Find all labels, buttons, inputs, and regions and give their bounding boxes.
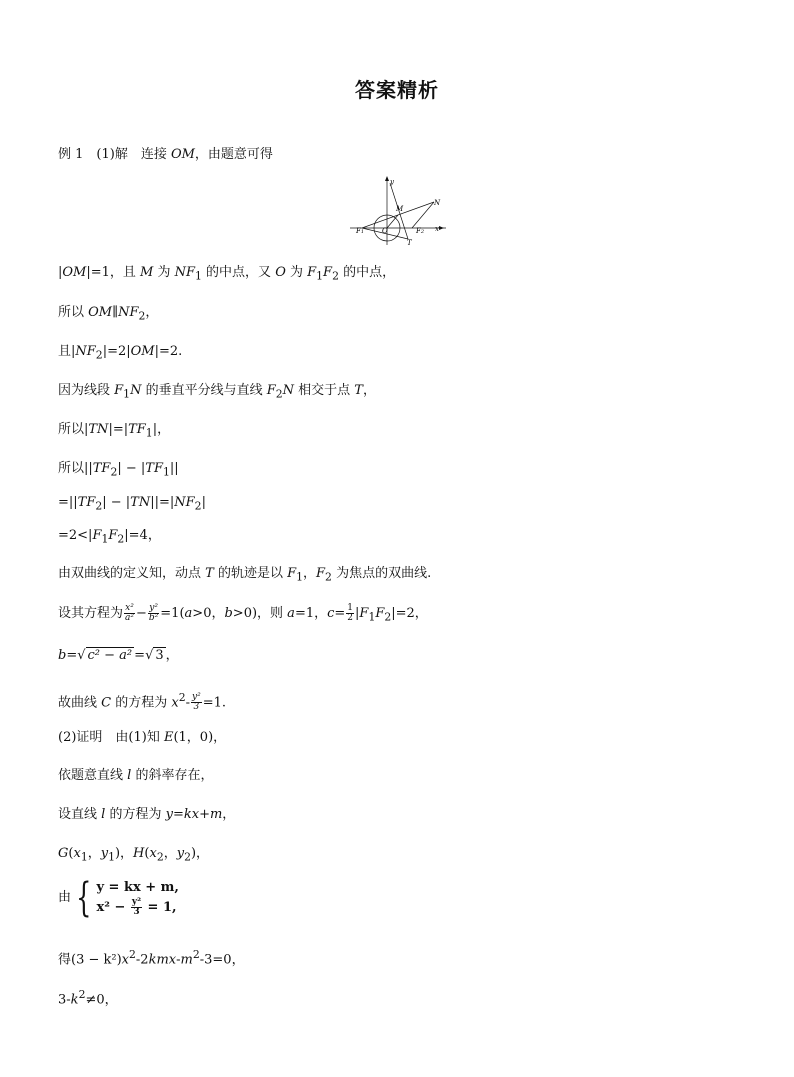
solution-line-12: [58, 647, 179, 665]
text: 的斜率存在，: [131, 768, 214, 783]
text: =: [172, 807, 184, 822]
math: NF: [118, 305, 139, 320]
solution-line-14: [58, 729, 226, 747]
solution-line-19: [58, 946, 245, 969]
sup: 2: [192, 948, 200, 961]
sub: 2: [194, 499, 202, 513]
math: F: [108, 528, 118, 543]
math: F: [375, 606, 385, 621]
math: k: [70, 992, 79, 1008]
math: OM: [170, 147, 195, 162]
text: 所以||: [58, 461, 93, 476]
sqrt-c2-a2: √ c² − a²: [77, 648, 133, 663]
sub: 2: [95, 499, 103, 513]
text: 设直线: [58, 807, 102, 822]
math: TF: [77, 495, 96, 510]
text: |=4，: [124, 528, 161, 543]
math: x: [73, 846, 81, 861]
math: NF: [75, 344, 96, 359]
text: )，: [190, 846, 210, 861]
sub: 1: [195, 269, 202, 283]
sub: 2: [184, 850, 191, 864]
text: (: [144, 846, 150, 861]
text: ，: [362, 383, 376, 398]
text: (1，0)，: [173, 730, 227, 745]
solution-line-7: [58, 460, 179, 482]
math: b: [58, 648, 67, 663]
math: C: [101, 695, 112, 711]
math: H: [133, 846, 145, 861]
math: y: [165, 807, 173, 822]
text: ∥: [112, 305, 119, 320]
x-axis-arrow-icon: [439, 226, 444, 230]
text: ，: [163, 846, 177, 861]
math: c: [327, 606, 335, 621]
solution-line-17: [58, 845, 209, 867]
sub: 2: [332, 269, 339, 283]
math: x: [171, 695, 179, 711]
text: 例 1 (1)解 连接: [58, 147, 171, 162]
math: TF: [128, 422, 146, 437]
solution-line-8: [58, 494, 206, 516]
text: )，: [114, 846, 134, 861]
math: NF: [174, 265, 196, 280]
sub: 2: [325, 570, 332, 584]
math: E: [163, 730, 174, 745]
math: G: [58, 846, 69, 861]
math: m: [209, 807, 223, 822]
sub: 2: [95, 348, 103, 362]
label-x: x: [435, 225, 439, 233]
text: |=2，: [391, 606, 428, 621]
sub: 2: [275, 387, 283, 401]
math: y: [176, 846, 185, 861]
text: ≠0，: [85, 992, 118, 1008]
label-f1: F1: [356, 227, 365, 235]
text: =1.: [202, 695, 226, 711]
sub: 2: [384, 610, 392, 624]
solution-line-13: [58, 689, 226, 712]
system-rows: [96, 878, 178, 918]
sub: 2: [110, 465, 118, 479]
math: T: [354, 383, 363, 398]
math: T: [205, 566, 214, 581]
text: 由: [58, 890, 72, 905]
text: 的垂直平分线与直线: [141, 383, 267, 398]
solution-line-16: [58, 806, 235, 824]
sub: 2: [156, 850, 164, 864]
label-o: O: [382, 227, 388, 235]
label-n: N: [434, 199, 441, 207]
solution-line-2: [58, 264, 395, 286]
example-1-intro: [58, 146, 273, 164]
math: F: [307, 265, 317, 280]
math: TN: [88, 422, 109, 437]
sub: 2: [117, 532, 125, 546]
text: -2: [135, 952, 149, 968]
math: kx: [183, 807, 200, 822]
sub: 2: [138, 309, 146, 323]
hyperbola-figure: [350, 175, 450, 247]
text: ，: [222, 807, 236, 822]
text: |: [58, 265, 63, 280]
text: ，: [87, 846, 101, 861]
math: O: [275, 265, 286, 280]
math: TF: [145, 461, 163, 476]
text: | − |: [117, 461, 146, 476]
solution-line-3: [58, 304, 158, 326]
text: =: [66, 648, 78, 663]
label-f2: F2: [416, 227, 425, 235]
text: =||: [58, 495, 78, 510]
text: |=|: [108, 422, 129, 437]
text: 3-: [58, 992, 71, 1008]
math: a: [184, 606, 193, 621]
solution-line-9: [58, 527, 161, 549]
solution-line-11: [58, 604, 428, 627]
text: (2)证明 由(1)知: [58, 730, 164, 745]
left-brace: {: [76, 875, 92, 921]
solution-line-5: [58, 382, 376, 404]
math: TF: [92, 461, 111, 476]
text: 为: [153, 265, 175, 280]
math: x: [121, 952, 130, 968]
text: >0，: [192, 606, 225, 621]
math: F: [287, 566, 297, 581]
solution-line-4: [58, 343, 182, 365]
system-row-1: y = kx + m,: [96, 880, 179, 895]
text: 的轨迹是以: [213, 566, 288, 581]
math: F: [323, 265, 333, 280]
text: 因为线段: [58, 383, 115, 398]
text: -: [185, 695, 190, 711]
text: ||: [169, 461, 179, 476]
text: |，: [152, 422, 171, 437]
text: =: [134, 648, 146, 663]
math: kmx: [148, 952, 177, 968]
text: −: [136, 606, 147, 621]
text: ，: [145, 305, 159, 320]
text: 的方程为: [105, 807, 166, 822]
math: l: [101, 807, 106, 822]
math: F: [316, 566, 326, 581]
text: =1(: [160, 606, 185, 621]
math: N: [282, 383, 294, 398]
fraction-one-half: $\frac{1}{2}$: [347, 603, 354, 623]
text: =: [334, 606, 346, 621]
math: F: [114, 383, 124, 398]
math: TN: [130, 495, 151, 510]
math: OM: [130, 344, 155, 359]
sub: 1: [80, 850, 88, 864]
text: (: [68, 846, 74, 861]
math: OM: [62, 265, 87, 280]
math: y: [100, 846, 109, 861]
text: |=2|: [102, 344, 131, 359]
text: 设其方程为: [58, 606, 124, 621]
text: 由双曲线的定义知，动点: [58, 566, 206, 581]
text: ，由题意可得: [194, 147, 273, 162]
text: 为: [285, 265, 308, 280]
math: l: [127, 768, 132, 783]
solution-line-15: [58, 767, 213, 785]
math: N: [130, 383, 142, 398]
sup: 2: [178, 691, 186, 704]
equation-system: [58, 875, 179, 921]
math: M: [140, 265, 154, 280]
text: =2<|: [58, 528, 93, 543]
text: 依题意直线: [58, 768, 128, 783]
text: | − |: [102, 495, 131, 510]
sub: 1: [108, 850, 115, 864]
text: -: [176, 952, 181, 968]
text: ，: [303, 566, 317, 581]
text: 所以: [58, 305, 89, 320]
math: NF: [174, 495, 195, 510]
sub: 1: [145, 426, 153, 440]
solution-line-6: [58, 421, 170, 443]
fraction-y2-b2: $\frac{\text{y²}}{\text{b²}}$: [148, 603, 159, 623]
math: x: [149, 846, 157, 861]
math: F: [92, 528, 102, 543]
text: |: [201, 495, 206, 510]
text: |=2.: [154, 344, 183, 359]
sqrt-3: √ 3: [145, 648, 164, 663]
math: a: [287, 606, 295, 621]
system-row-2: x² − $\frac{\text{y²}}{3}$ = 1,: [96, 897, 177, 917]
math: F: [359, 606, 369, 621]
fraction-y2-3: $\frac{\text{y²}}{3}$: [192, 692, 201, 713]
solution-line-10: [58, 565, 431, 587]
label-t: T: [407, 239, 412, 247]
text: +: [199, 807, 210, 822]
y-axis-arrow-icon: [385, 176, 389, 181]
text: ，: [165, 648, 179, 663]
label-y: y: [390, 178, 394, 186]
sub: 1: [101, 532, 109, 546]
text: -3=0，: [199, 952, 245, 968]
text: 故曲线: [58, 695, 102, 711]
math: F: [266, 383, 276, 398]
text: 的方程为: [111, 695, 172, 711]
text: |=1，且: [86, 265, 141, 280]
page-title: 答案精析: [355, 78, 439, 102]
text: 且|: [58, 344, 76, 359]
sup: 2: [129, 948, 136, 961]
text: 的中点，又: [201, 265, 276, 280]
label-m: M: [396, 205, 404, 213]
fraction-x2-a2: $\frac{\text{x²}}{\text{a²}}$: [125, 603, 134, 623]
text: 的中点，: [338, 265, 396, 280]
sub: 1: [296, 570, 303, 584]
math: OM: [88, 305, 113, 320]
text: ||=|: [150, 495, 175, 510]
text: >0)，则: [232, 606, 288, 621]
text: |: [355, 606, 360, 621]
math: b: [224, 606, 233, 621]
text: 相交于点: [294, 383, 355, 398]
sub: 1: [368, 610, 376, 624]
text: 得(3 − k²): [58, 952, 122, 968]
text: 所以|: [58, 422, 89, 437]
math: m: [180, 952, 193, 968]
sub: 1: [162, 465, 170, 479]
solution-line-20: [58, 986, 118, 1009]
text: =1，: [294, 606, 328, 621]
text: 为焦点的双曲线.: [331, 566, 432, 581]
sub: 1: [123, 387, 131, 401]
sup: 2: [78, 988, 86, 1001]
sub: 1: [316, 269, 324, 283]
